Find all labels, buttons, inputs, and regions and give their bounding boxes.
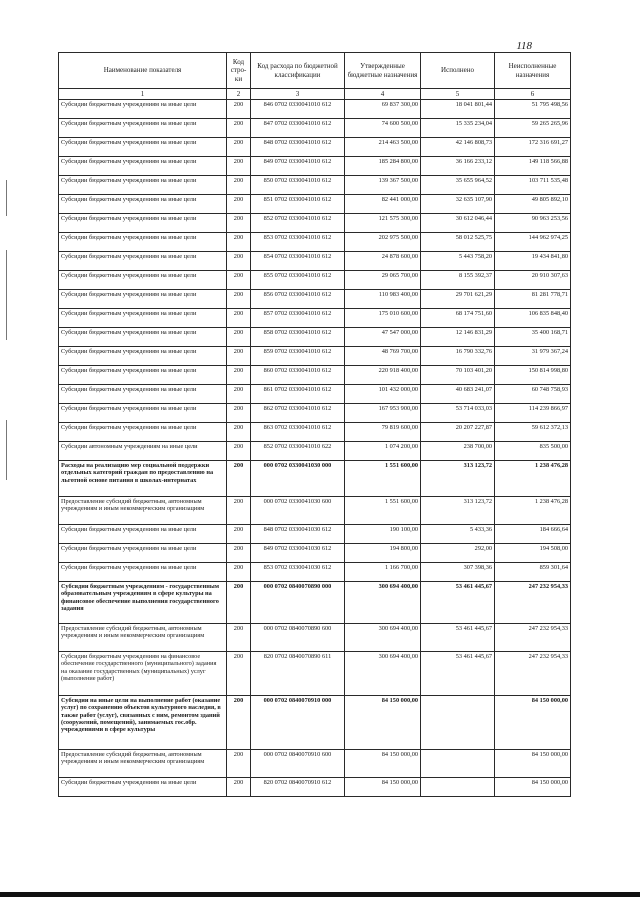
executed-amount-cell: 15 335 234,04: [421, 119, 495, 138]
executed-amount-cell: 292,00: [421, 544, 495, 563]
unexecuted-amount-cell: 35 400 168,71: [495, 328, 571, 347]
budget-code-cell: 852 0702 0330041010 622: [251, 442, 345, 461]
table-row: [59, 347, 571, 366]
unexecuted-amount-cell: 114 239 866,97: [495, 404, 571, 423]
scan-margin-mark: [6, 420, 7, 480]
executed-amount-cell: [421, 778, 495, 797]
approved-amount-cell: 1 166 700,00: [345, 563, 421, 582]
executed-amount-cell: 238 700,00: [421, 442, 495, 461]
table-body: [59, 100, 571, 797]
indicator-name-cell: Субсидии бюджетным учреждениям на иные цели: [59, 563, 227, 582]
line-code-cell: 200: [227, 461, 251, 497]
indicator-name-cell: Субсидии бюджетным учреждениям на иные цели: [59, 290, 227, 309]
line-code-cell: 200: [227, 309, 251, 328]
approved-amount-cell: 82 441 000,00: [345, 195, 421, 214]
table-row: [59, 404, 571, 423]
approved-amount-cell: 101 432 000,00: [345, 385, 421, 404]
table-row: [59, 328, 571, 347]
indicator-name-cell: Субсидии бюджетным учреждениям на финансовое обеспечение государственного (муниципального) задания на оказание государственных (муниципальных) услуг (выполнение работ): [59, 652, 227, 696]
line-code-cell: 200: [227, 271, 251, 290]
unexecuted-amount-cell: 150 814 998,80: [495, 366, 571, 385]
indicator-name-cell: Субсидии бюджетным учреждениям на иные цели: [59, 119, 227, 138]
line-code-cell: 200: [227, 624, 251, 652]
line-code-cell: 200: [227, 385, 251, 404]
approved-amount-cell: 300 694 400,00: [345, 582, 421, 624]
line-code-cell: 200: [227, 366, 251, 385]
approved-amount-cell: 190 100,00: [345, 525, 421, 544]
table-row: [59, 750, 571, 778]
approved-amount-cell: 1 551 600,00: [345, 497, 421, 525]
line-code-cell: 200: [227, 157, 251, 176]
line-code-cell: 200: [227, 582, 251, 624]
executed-amount-cell: 307 398,36: [421, 563, 495, 582]
line-code-cell: 200: [227, 347, 251, 366]
indicator-name-cell: Предоставление субсидий бюджетным, автономным учреждениям и иным некоммерческим организациям: [59, 624, 227, 652]
budget-execution-table: [58, 52, 571, 797]
approved-amount-cell: 47 547 000,00: [345, 328, 421, 347]
indicator-name-cell: Субсидии автономным учреждениям на иные цели: [59, 442, 227, 461]
column-index-row: [59, 89, 571, 100]
unexecuted-amount-cell: 51 795 498,56: [495, 100, 571, 119]
table-row: [59, 525, 571, 544]
approved-amount-cell: 1 074 200,00: [345, 442, 421, 461]
unexecuted-amount-cell: 49 805 892,10: [495, 195, 571, 214]
approved-amount-cell: 74 600 500,00: [345, 119, 421, 138]
approved-amount-cell: 110 983 400,00: [345, 290, 421, 309]
header-approved: Утвержденные бюджетные назначения: [345, 53, 421, 89]
table-row: [59, 157, 571, 176]
line-code-cell: 200: [227, 442, 251, 461]
unexecuted-amount-cell: 19 434 841,80: [495, 252, 571, 271]
budget-code-cell: 000 0702 0330041030 000: [251, 461, 345, 497]
executed-amount-cell: 53 461 445,67: [421, 624, 495, 652]
table-row: [59, 624, 571, 652]
header-budget-code: Код расхода по бюджетной классификации: [251, 53, 345, 89]
indicator-name-cell: Субсидии бюджетным учреждениям на иные цели: [59, 328, 227, 347]
line-code-cell: 200: [227, 214, 251, 233]
line-code-cell: 200: [227, 119, 251, 138]
budget-code-cell: 850 0702 0330041010 612: [251, 176, 345, 195]
budget-code-cell: 857 0702 0330041010 612: [251, 309, 345, 328]
line-code-cell: 200: [227, 652, 251, 696]
table-row: [59, 778, 571, 797]
column-index: 4: [345, 89, 421, 100]
line-code-cell: 200: [227, 525, 251, 544]
header-line-code: Код стро-ки: [227, 53, 251, 89]
budget-code-cell: 853 0702 0330041010 612: [251, 233, 345, 252]
unexecuted-amount-cell: 149 118 566,88: [495, 157, 571, 176]
approved-amount-cell: 167 953 900,00: [345, 404, 421, 423]
executed-amount-cell: 313 123,72: [421, 497, 495, 525]
budget-code-cell: 861 0702 0330041010 612: [251, 385, 345, 404]
approved-amount-cell: 1 551 600,00: [345, 461, 421, 497]
table-row: [59, 195, 571, 214]
executed-amount-cell: 18 041 801,44: [421, 100, 495, 119]
approved-amount-cell: 29 065 700,00: [345, 271, 421, 290]
budget-code-cell: 858 0702 0330041010 612: [251, 328, 345, 347]
executed-amount-cell: 313 123,72: [421, 461, 495, 497]
executed-amount-cell: 8 155 392,37: [421, 271, 495, 290]
table-row: [59, 252, 571, 271]
budget-code-cell: 848 0702 0330041010 612: [251, 138, 345, 157]
executed-amount-cell: 36 166 233,12: [421, 157, 495, 176]
budget-code-cell: 000 0702 0840070910 000: [251, 696, 345, 750]
unexecuted-amount-cell: 84 150 000,00: [495, 696, 571, 750]
indicator-name-cell: Субсидии бюджетным учреждениям на иные цели: [59, 176, 227, 195]
table-row: [59, 366, 571, 385]
unexecuted-amount-cell: 144 962 974,25: [495, 233, 571, 252]
line-code-cell: 200: [227, 544, 251, 563]
approved-amount-cell: 202 975 500,00: [345, 233, 421, 252]
table-row: [59, 497, 571, 525]
budget-code-cell: 846 0702 0330041010 612: [251, 100, 345, 119]
indicator-name-cell: Предоставление субсидий бюджетным, автономным учреждениям и иным некоммерческим организациям: [59, 497, 227, 525]
indicator-name-cell: Субсидии бюджетным учреждениям - государственным образовательным учреждениям в сфере культуры на финансовое обеспечение выполнения государственного задания: [59, 582, 227, 624]
budget-code-cell: 849 0702 0330041010 612: [251, 157, 345, 176]
scan-margin-mark: [6, 250, 7, 340]
unexecuted-amount-cell: 20 910 307,63: [495, 271, 571, 290]
column-index: 3: [251, 89, 345, 100]
indicator-name-cell: Субсидии бюджетным учреждениям на иные цели: [59, 423, 227, 442]
table-row: [59, 423, 571, 442]
approved-amount-cell: 24 878 600,00: [345, 252, 421, 271]
column-index: 2: [227, 89, 251, 100]
indicator-name-cell: Субсидии бюджетным учреждениям на иные цели: [59, 778, 227, 797]
table-row: [59, 544, 571, 563]
approved-amount-cell: 300 694 400,00: [345, 624, 421, 652]
indicator-name-cell: Субсидии бюджетным учреждениям на иные цели: [59, 385, 227, 404]
line-code-cell: 200: [227, 233, 251, 252]
header-indicator-name: Наименование показателя: [59, 53, 227, 89]
executed-amount-cell: 53 461 445,67: [421, 652, 495, 696]
executed-amount-cell: 70 103 401,20: [421, 366, 495, 385]
scan-margin-mark: [6, 180, 7, 216]
table-row: [59, 119, 571, 138]
indicator-name-cell: Субсидии бюджетным учреждениям на иные цели: [59, 309, 227, 328]
budget-code-cell: 000 0702 0330041030 600: [251, 497, 345, 525]
indicator-name-cell: Субсидии бюджетным учреждениям на иные цели: [59, 366, 227, 385]
budget-code-cell: 854 0702 0330041010 612: [251, 252, 345, 271]
table-row: [59, 271, 571, 290]
unexecuted-amount-cell: 103 711 535,48: [495, 176, 571, 195]
table-row: [59, 652, 571, 696]
indicator-name-cell: Субсидии бюджетным учреждениям на иные цели: [59, 157, 227, 176]
approved-amount-cell: 139 367 500,00: [345, 176, 421, 195]
unexecuted-amount-cell: 247 232 954,33: [495, 624, 571, 652]
executed-amount-cell: 29 701 621,29: [421, 290, 495, 309]
unexecuted-amount-cell: 247 232 954,33: [495, 652, 571, 696]
table-row: [59, 442, 571, 461]
column-index: 5: [421, 89, 495, 100]
indicator-name-cell: Субсидии бюджетным учреждениям на иные цели: [59, 525, 227, 544]
indicator-name-cell: Субсидии бюджетным учреждениям на иные цели: [59, 100, 227, 119]
approved-amount-cell: 185 284 800,00: [345, 157, 421, 176]
line-code-cell: 200: [227, 423, 251, 442]
budget-code-cell: 859 0702 0330041010 612: [251, 347, 345, 366]
budget-code-cell: 820 0702 0840070890 611: [251, 652, 345, 696]
unexecuted-amount-cell: 84 150 000,00: [495, 778, 571, 797]
table-row: [59, 290, 571, 309]
budget-code-cell: 000 0702 0840070910 600: [251, 750, 345, 778]
unexecuted-amount-cell: 194 508,00: [495, 544, 571, 563]
executed-amount-cell: 16 790 332,76: [421, 347, 495, 366]
indicator-name-cell: Субсидии бюджетным учреждениям на иные цели: [59, 271, 227, 290]
approved-amount-cell: 84 150 000,00: [345, 696, 421, 750]
indicator-name-cell: Субсидии бюджетным учреждениям на иные цели: [59, 195, 227, 214]
indicator-name-cell: Субсидии бюджетным учреждениям на иные цели: [59, 347, 227, 366]
budget-code-cell: 000 0702 0840070890 600: [251, 624, 345, 652]
executed-amount-cell: 68 174 751,60: [421, 309, 495, 328]
unexecuted-amount-cell: 31 979 367,24: [495, 347, 571, 366]
budget-code-cell: 000 0702 0840070890 000: [251, 582, 345, 624]
table-row: [59, 385, 571, 404]
approved-amount-cell: 300 694 400,00: [345, 652, 421, 696]
budget-code-cell: 851 0702 0330041010 612: [251, 195, 345, 214]
unexecuted-amount-cell: 106 835 848,40: [495, 309, 571, 328]
line-code-cell: 200: [227, 138, 251, 157]
executed-amount-cell: 12 146 831,29: [421, 328, 495, 347]
indicator-name-cell: Субсидии бюджетным учреждениям на иные цели: [59, 233, 227, 252]
unexecuted-amount-cell: 84 150 000,00: [495, 750, 571, 778]
line-code-cell: 200: [227, 176, 251, 195]
unexecuted-amount-cell: 1 238 476,28: [495, 461, 571, 497]
executed-amount-cell: 40 683 241,07: [421, 385, 495, 404]
unexecuted-amount-cell: 59 612 372,13: [495, 423, 571, 442]
executed-amount-cell: 53 714 033,03: [421, 404, 495, 423]
budget-code-cell: 853 0702 0330041030 612: [251, 563, 345, 582]
column-index: 6: [495, 89, 571, 100]
table-row: [59, 100, 571, 119]
unexecuted-amount-cell: 90 963 253,56: [495, 214, 571, 233]
approved-amount-cell: 121 575 300,00: [345, 214, 421, 233]
table-row: [59, 309, 571, 328]
executed-amount-cell: 5 433,36: [421, 525, 495, 544]
header-executed: Исполнено: [421, 53, 495, 89]
executed-amount-cell: 53 461 445,67: [421, 582, 495, 624]
indicator-name-cell: Расходы на реализацию мер социальной поддержки отдельных категорий граждан по предоставлению на льготной основе питания в школах-интернатах: [59, 461, 227, 497]
indicator-name-cell: Субсидии бюджетным учреждениям на иные цели: [59, 544, 227, 563]
line-code-cell: 200: [227, 404, 251, 423]
table-row: [59, 214, 571, 233]
budget-code-cell: 855 0702 0330041010 612: [251, 271, 345, 290]
line-code-cell: 200: [227, 696, 251, 750]
approved-amount-cell: 220 918 400,00: [345, 366, 421, 385]
budget-code-cell: 860 0702 0330041010 612: [251, 366, 345, 385]
budget-code-cell: 849 0702 0330041030 612: [251, 544, 345, 563]
unexecuted-amount-cell: 60 748 758,93: [495, 385, 571, 404]
budget-code-cell: 820 0702 0840070910 612: [251, 778, 345, 797]
executed-amount-cell: 32 635 107,90: [421, 195, 495, 214]
unexecuted-amount-cell: 1 238 476,28: [495, 497, 571, 525]
executed-amount-cell: [421, 750, 495, 778]
table-row: [59, 176, 571, 195]
indicator-name-cell: Субсидии бюджетным учреждениям на иные цели: [59, 252, 227, 271]
executed-amount-cell: 58 012 525,75: [421, 233, 495, 252]
budget-code-cell: 848 0702 0330041030 612: [251, 525, 345, 544]
scan-bottom-edge: [0, 892, 640, 897]
indicator-name-cell: Субсидии бюджетным учреждениям на иные цели: [59, 214, 227, 233]
unexecuted-amount-cell: 81 281 778,71: [495, 290, 571, 309]
table-row: [59, 138, 571, 157]
executed-amount-cell: 30 612 046,44: [421, 214, 495, 233]
approved-amount-cell: 69 837 300,00: [345, 100, 421, 119]
budget-code-cell: 856 0702 0330041010 612: [251, 290, 345, 309]
unexecuted-amount-cell: 247 232 954,33: [495, 582, 571, 624]
unexecuted-amount-cell: 184 666,64: [495, 525, 571, 544]
line-code-cell: 200: [227, 563, 251, 582]
approved-amount-cell: 84 150 000,00: [345, 750, 421, 778]
budget-code-cell: 863 0702 0330041010 612: [251, 423, 345, 442]
line-code-cell: 200: [227, 195, 251, 214]
unexecuted-amount-cell: 172 316 691,27: [495, 138, 571, 157]
approved-amount-cell: 84 150 000,00: [345, 778, 421, 797]
approved-amount-cell: 214 463 500,00: [345, 138, 421, 157]
executed-amount-cell: 42 146 808,73: [421, 138, 495, 157]
approved-amount-cell: 79 819 600,00: [345, 423, 421, 442]
table-row: [59, 461, 571, 497]
indicator-name-cell: Субсидии на иные цели на выполнение работ (оказание услуг) по сохранению объектов культурного наследия, в также работ (услуг), связанных с ним, ремонтом зданий (сооружений, помещений), занимаемых гос.обр. учреждениями в сфере культуры: [59, 696, 227, 750]
executed-amount-cell: [421, 696, 495, 750]
header-row: [59, 53, 571, 89]
approved-amount-cell: 194 800,00: [345, 544, 421, 563]
table-row: [59, 696, 571, 750]
unexecuted-amount-cell: 835 500,00: [495, 442, 571, 461]
line-code-cell: 200: [227, 290, 251, 309]
indicator-name-cell: Субсидии бюджетным учреждениям на иные цели: [59, 138, 227, 157]
line-code-cell: 200: [227, 750, 251, 778]
indicator-name-cell: Предоставление субсидий бюджетным, автономным учреждениям и иным некоммерческим организациям: [59, 750, 227, 778]
approved-amount-cell: 48 769 700,00: [345, 347, 421, 366]
executed-amount-cell: 5 443 758,20: [421, 252, 495, 271]
budget-code-cell: 847 0702 0330041010 612: [251, 119, 345, 138]
line-code-cell: 200: [227, 252, 251, 271]
column-index: 1: [59, 89, 227, 100]
page-number: 118: [516, 40, 532, 52]
line-code-cell: 200: [227, 328, 251, 347]
indicator-name-cell: Субсидии бюджетным учреждениям на иные цели: [59, 404, 227, 423]
line-code-cell: 200: [227, 497, 251, 525]
approved-amount-cell: 175 010 600,00: [345, 309, 421, 328]
budget-code-cell: 862 0702 0330041010 612: [251, 404, 345, 423]
line-code-cell: 200: [227, 778, 251, 797]
budget-code-cell: 852 0702 0330041010 612: [251, 214, 345, 233]
table-row: [59, 233, 571, 252]
unexecuted-amount-cell: 859 301,64: [495, 563, 571, 582]
executed-amount-cell: 20 207 227,87: [421, 423, 495, 442]
header-unexecuted: Неисполненные назначения: [495, 53, 571, 89]
table-row: [59, 563, 571, 582]
line-code-cell: 200: [227, 100, 251, 119]
table-row: [59, 582, 571, 624]
executed-amount-cell: 35 655 964,52: [421, 176, 495, 195]
unexecuted-amount-cell: 59 265 265,96: [495, 119, 571, 138]
